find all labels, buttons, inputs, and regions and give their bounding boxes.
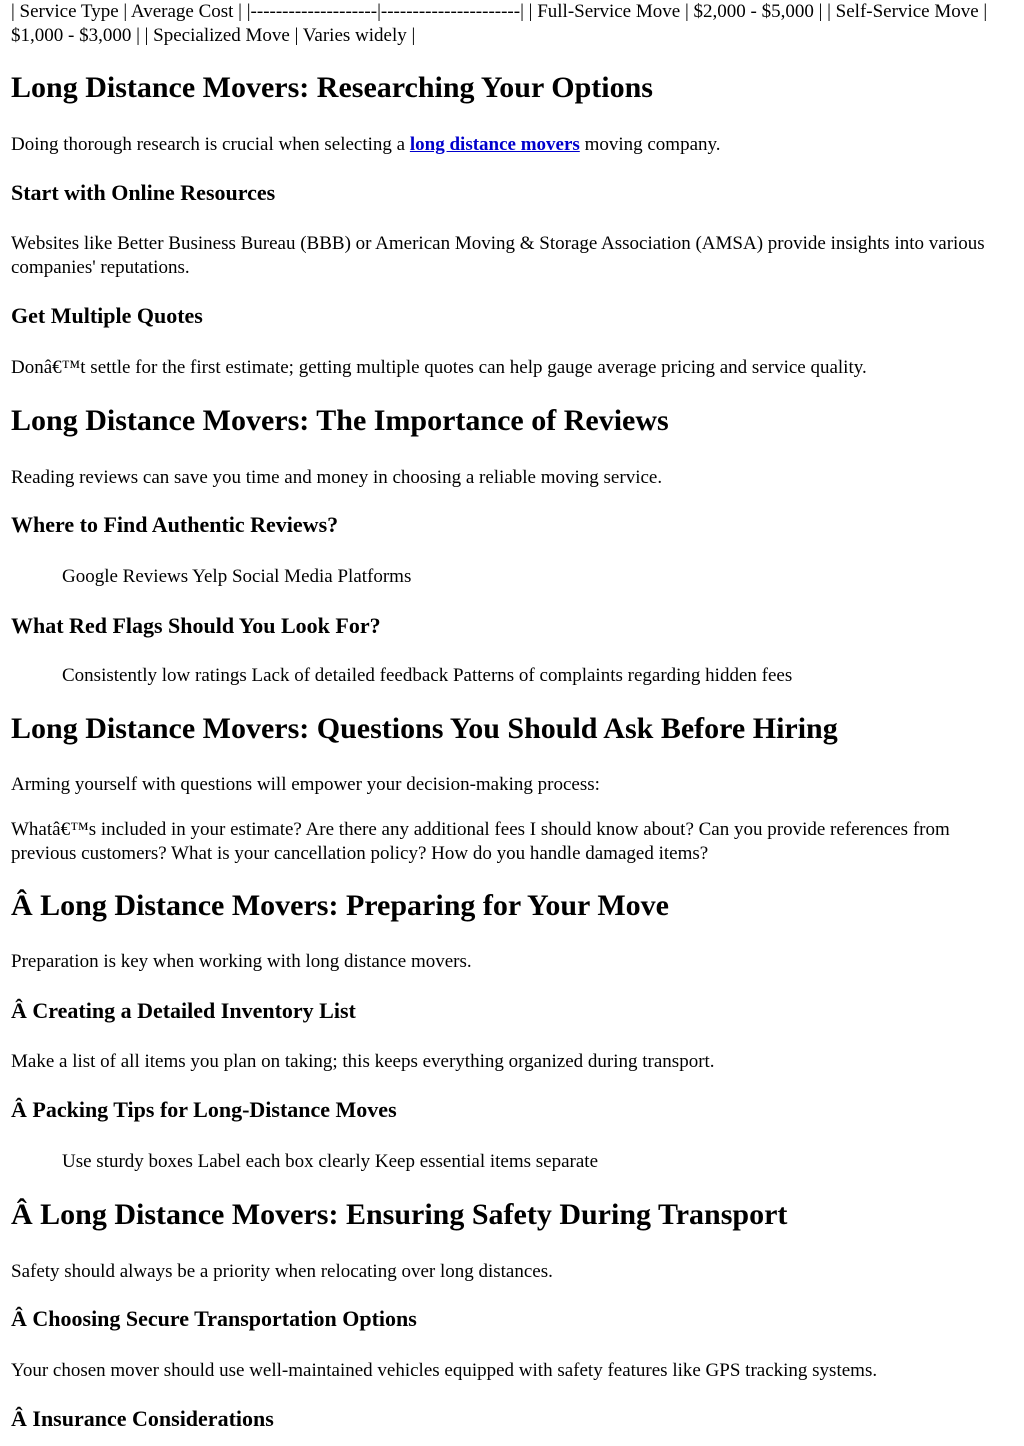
subheading-multiple-quotes: Get Multiple Quotes: [11, 303, 203, 328]
secure-transport-text: Your chosen mover should use well-maintained vehicles equipped with safety features like GPS tracking systems.: [11, 1360, 878, 1381]
long-distance-movers-link[interactable]: long distance movers: [409, 134, 580, 155]
preparing-intro: Preparation is key when working with long distance movers.: [11, 951, 472, 972]
subheading-authentic-reviews: Where to Find Authentic Reviews?: [11, 512, 339, 537]
inventory-list-text: Make a list of all items you plan on taking; this keeps everything organized during transport.: [11, 1051, 715, 1072]
subheading-online-resources: Start with Online Resources: [11, 180, 276, 205]
questions-intro: Arming yourself with questions will empower your decision-making process:: [11, 774, 600, 795]
section-heading-questions: Long Distance Movers: Questions You Should Ask Before Hiring: [11, 712, 838, 745]
section-heading-research: Long Distance Movers: Researching Your Options: [11, 71, 653, 104]
markdown-table-text: | Service Type | Average Cost | |--------------------|----------------------| | Full-Service Move | $2,000 - $5,000 | | Self-Service Move | $1,000 - $3,000 | | Specialized Move | Varies widely |: [11, 1, 988, 46]
research-intro-after: moving company.: [579, 134, 721, 155]
subheading-insurance: Â Insurance Considerations: [11, 1406, 274, 1431]
multiple-quotes-text: Donâ€™t settle for the first estimate; getting multiple quotes can help gauge average pricing and service quality.: [11, 357, 867, 378]
section-heading-preparing: Â Long Distance Movers: Preparing for Your Move: [11, 889, 669, 922]
packing-tips-list: Use sturdy boxes Label each box clearly Keep essential items separate: [62, 1151, 599, 1172]
questions-list: Whatâ€™s included in your estimate? Are there any additional fees I should know about? Can you provide references from previous customers? What is your cancellation policy? How do you handle damaged items?: [11, 819, 950, 864]
authentic-reviews-list: Google Reviews Yelp Social Media Platforms: [62, 566, 412, 587]
safety-intro: Safety should always be a priority when relocating over long distances.: [11, 1261, 553, 1282]
online-resources-text: Websites like Better Business Bureau (BBB) or American Moving & Storage Association (AMSA) provide insights into various companies' reputations.: [11, 233, 985, 278]
red-flags-list: Consistently low ratings Lack of detailed feedback Patterns of complaints regarding hidden fees: [62, 665, 793, 686]
subheading-red-flags: What Red Flags Should You Look For?: [11, 613, 381, 638]
subheading-inventory-list: Â Creating a Detailed Inventory List: [11, 998, 356, 1023]
section-heading-reviews: Long Distance Movers: The Importance of Reviews: [11, 404, 669, 437]
research-intro-before: Doing thorough research is crucial when selecting a: [11, 134, 410, 155]
section-heading-safety: Â Long Distance Movers: Ensuring Safety During Transport: [11, 1198, 788, 1231]
research-intro: [11, 133, 721, 157]
subheading-secure-transport: Â Choosing Secure Transportation Options: [11, 1306, 417, 1331]
subheading-packing-tips: Â Packing Tips for Long-Distance Moves: [11, 1097, 397, 1122]
reviews-intro: Reading reviews can save you time and money in choosing a reliable moving service.: [11, 467, 663, 488]
